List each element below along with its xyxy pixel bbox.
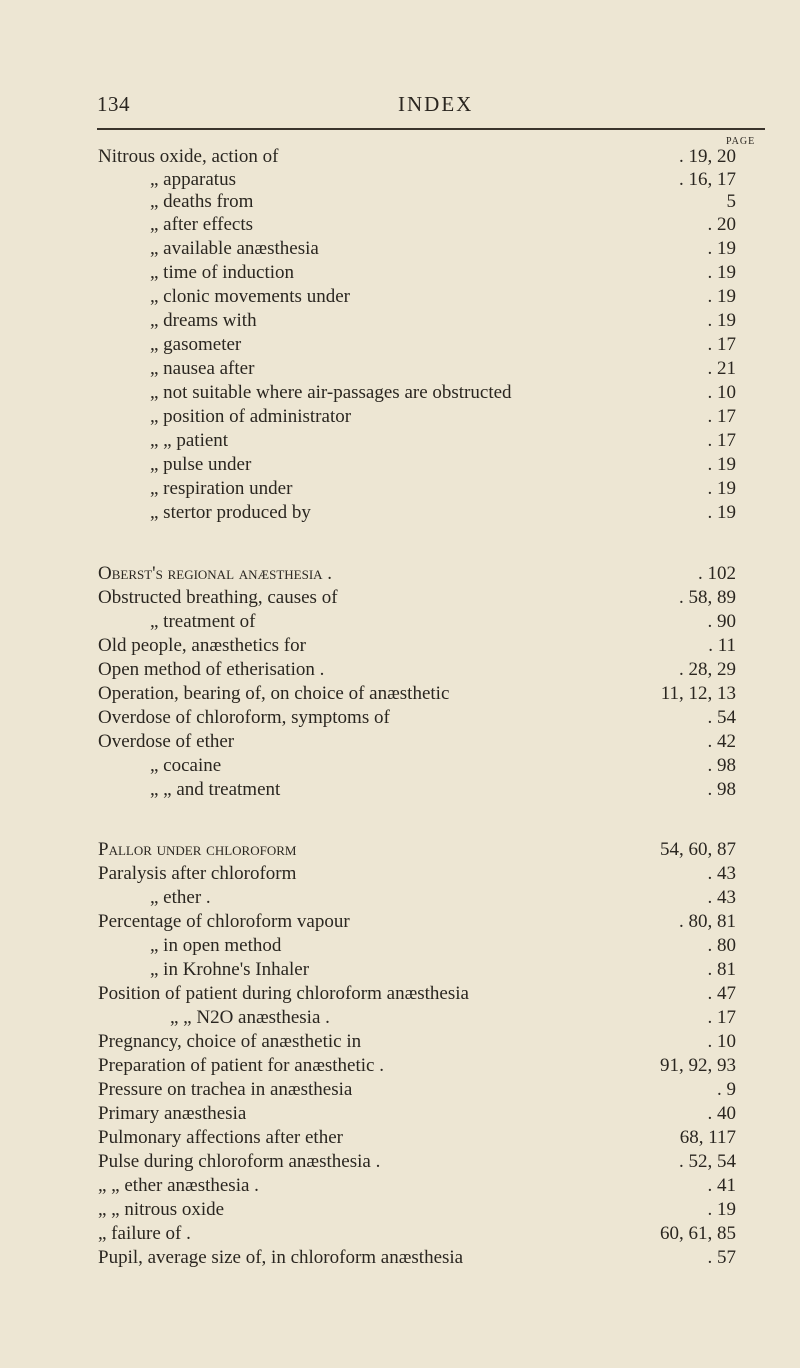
entry-text: „ treatment of bbox=[150, 611, 256, 632]
index-entry bbox=[0, 501, 800, 525]
index-entry bbox=[0, 658, 800, 682]
page-column-label: PAGE bbox=[726, 136, 756, 147]
entry-page-ref: . 16, 17 bbox=[679, 169, 736, 190]
entry-text: „ „ nitrous oxide bbox=[98, 1199, 225, 1220]
entry-page-ref: . 19 bbox=[707, 502, 736, 523]
index-entry bbox=[0, 1150, 800, 1174]
entry-page-ref: . 80, 81 bbox=[679, 911, 736, 932]
entry-text: Pupil, average size of, in chloroform anæsthesia bbox=[98, 1247, 464, 1268]
entry-text: „ time of induction bbox=[150, 262, 295, 283]
entry-page-ref: . 80 bbox=[707, 935, 736, 956]
index-entry bbox=[0, 285, 800, 309]
entry-page-ref: 91, 92, 93 bbox=[660, 1055, 736, 1076]
entry-page-ref: . 19 bbox=[707, 238, 736, 259]
entry-text: Open method of etherisation . bbox=[98, 659, 325, 680]
entry-text: Preparation of patient for anæsthetic . bbox=[98, 1055, 384, 1076]
entry-text: „ stertor produced by bbox=[150, 502, 311, 523]
index-entry bbox=[0, 730, 800, 754]
entry-page-ref: . 17 bbox=[707, 406, 736, 427]
index-entry bbox=[0, 237, 800, 261]
entry-text: Nitrous oxide, action of bbox=[98, 146, 279, 167]
entry-page-ref: . 20 bbox=[707, 214, 736, 235]
index-entry bbox=[0, 1222, 800, 1246]
entry-page-ref: . 58, 89 bbox=[679, 587, 736, 608]
index-entry bbox=[0, 168, 800, 192]
entry-text: „ „ and treatment bbox=[150, 779, 281, 800]
entry-page-ref: 54, 60, 87 bbox=[660, 839, 736, 860]
index-entry bbox=[0, 838, 800, 862]
index-entry bbox=[0, 453, 800, 477]
index-entry bbox=[0, 1174, 800, 1198]
entry-text: Pregnancy, choice of anæsthetic in bbox=[98, 1031, 362, 1052]
entry-text: Pallor under chloroform bbox=[98, 839, 297, 860]
entry-text: „ dreams with bbox=[150, 310, 257, 331]
entry-text: „ in open method bbox=[150, 935, 282, 956]
entry-text: „ apparatus bbox=[150, 169, 236, 190]
entry-page-ref: . 19 bbox=[707, 1199, 736, 1220]
entry-page-ref: . 19 bbox=[707, 286, 736, 307]
running-title: INDEX bbox=[398, 92, 474, 116]
index-entry bbox=[0, 309, 800, 333]
entry-text: Overdose of ether bbox=[98, 731, 235, 752]
entry-text: „ in Krohne's Inhaler bbox=[150, 959, 310, 980]
entry-page-ref: . 10 bbox=[707, 1031, 736, 1052]
index-entry bbox=[0, 381, 800, 405]
entry-text: „ „ ether anæsthesia . bbox=[98, 1175, 259, 1196]
entry-text: „ respiration under bbox=[150, 478, 293, 499]
entry-page-ref: . 52, 54 bbox=[679, 1151, 736, 1172]
index-entry bbox=[0, 1102, 800, 1126]
entry-text: Operation, bearing of, on choice of anæsthetic bbox=[98, 683, 450, 704]
entry-page-ref: . 42 bbox=[707, 731, 736, 752]
entry-text: Percentage of chloroform vapour bbox=[98, 911, 350, 932]
entry-text: „ available anæsthesia bbox=[150, 238, 319, 259]
entry-page-ref: . 17 bbox=[707, 430, 736, 451]
entry-page-ref: 5 bbox=[726, 191, 736, 212]
index-entry bbox=[0, 190, 800, 214]
entry-text: Old people, anæsthetics for bbox=[98, 635, 306, 656]
index-entry bbox=[0, 886, 800, 910]
entry-text: „ after effects bbox=[150, 214, 254, 235]
page-number: 134 bbox=[97, 92, 130, 116]
entry-text: „ failure of . bbox=[98, 1223, 191, 1244]
entry-text: „ ether . bbox=[150, 887, 211, 908]
entry-page-ref: . 28, 29 bbox=[679, 659, 736, 680]
index-entry bbox=[0, 754, 800, 778]
entry-text: „ deaths from bbox=[150, 191, 254, 212]
entry-text: „ cocaine bbox=[150, 755, 222, 776]
index-entry bbox=[0, 213, 800, 237]
index-entry bbox=[0, 610, 800, 634]
entry-page-ref: 11, 12, 13 bbox=[660, 683, 736, 704]
entry-page-ref: . 17 bbox=[707, 1007, 736, 1028]
entry-text: Pulmonary affections after ether bbox=[98, 1127, 343, 1148]
entry-page-ref: . 11 bbox=[708, 635, 736, 656]
entry-page-ref: . 19 bbox=[707, 478, 736, 499]
index-entry bbox=[0, 1078, 800, 1102]
entry-text: „ gasometer bbox=[150, 334, 242, 355]
entry-page-ref: . 19 bbox=[707, 310, 736, 331]
entry-page-ref: . 81 bbox=[707, 959, 736, 980]
entry-page-ref: . 47 bbox=[707, 983, 736, 1004]
entry-page-ref: . 90 bbox=[707, 611, 736, 632]
entry-page-ref: . 17 bbox=[707, 334, 736, 355]
index-entry bbox=[0, 477, 800, 501]
index-entry bbox=[0, 1054, 800, 1078]
entry-page-ref: . 9 bbox=[717, 1079, 736, 1100]
entry-text: Pulse during chloroform anæsthesia . bbox=[98, 1151, 381, 1172]
index-entry bbox=[0, 1246, 800, 1270]
index-entry bbox=[0, 586, 800, 610]
index-entry bbox=[0, 333, 800, 357]
entry-text: „ clonic movements under bbox=[150, 286, 350, 307]
entry-text: „ position of administrator bbox=[150, 406, 352, 427]
entry-text: Pressure on trachea in anæsthesia bbox=[98, 1079, 353, 1100]
entry-text: Obstructed breathing, causes of bbox=[98, 587, 338, 608]
entry-page-ref: . 43 bbox=[707, 863, 736, 884]
index-entry bbox=[0, 706, 800, 730]
page-header bbox=[0, 92, 800, 122]
index-entry bbox=[0, 682, 800, 706]
index-entry bbox=[0, 958, 800, 982]
entry-text: Overdose of chloroform, symptoms of bbox=[98, 707, 390, 728]
index-entry bbox=[0, 1198, 800, 1222]
index-entry bbox=[0, 357, 800, 381]
index-entry bbox=[0, 778, 800, 802]
entry-page-ref: . 40 bbox=[707, 1103, 736, 1124]
entry-page-ref: . 98 bbox=[707, 779, 736, 800]
index-entry bbox=[0, 1006, 800, 1030]
entry-text: „ nausea after bbox=[150, 358, 255, 379]
entry-page-ref: . 10 bbox=[707, 382, 736, 403]
index-entry bbox=[0, 261, 800, 285]
entry-page-ref: 68, 117 bbox=[679, 1127, 736, 1148]
index-entry bbox=[0, 429, 800, 453]
index-entry bbox=[0, 145, 800, 169]
entry-page-ref: 60, 61, 85 bbox=[660, 1223, 736, 1244]
entry-page-ref: . 19 bbox=[707, 454, 736, 475]
entry-page-ref: . 21 bbox=[707, 358, 736, 379]
index-entry bbox=[0, 562, 800, 586]
entry-text: „ „ patient bbox=[150, 430, 229, 451]
index-entry bbox=[0, 405, 800, 429]
entry-page-ref: . 57 bbox=[707, 1247, 736, 1268]
entry-text: „ pulse under bbox=[150, 454, 252, 475]
index-entry bbox=[0, 862, 800, 886]
index-entry bbox=[0, 634, 800, 658]
index-entry bbox=[0, 1126, 800, 1150]
entry-text: Primary anæsthesia bbox=[98, 1103, 247, 1124]
entry-page-ref: . 102 bbox=[698, 563, 736, 584]
entry-page-ref: . 43 bbox=[707, 887, 736, 908]
entry-page-ref: . 54 bbox=[707, 707, 736, 728]
entry-page-ref: . 98 bbox=[707, 755, 736, 776]
index-entry bbox=[0, 910, 800, 934]
entry-text: Oberst's regional anæsthesia . bbox=[98, 563, 333, 584]
entry-page-ref: . 41 bbox=[707, 1175, 736, 1196]
entry-text: Position of patient during chloroform anæsthesia bbox=[98, 983, 469, 1004]
index-entry bbox=[0, 1030, 800, 1054]
header-rule bbox=[97, 128, 765, 130]
entry-text: „ not suitable where air-passages are obstructed bbox=[150, 382, 512, 403]
entry-text: Paralysis after chloroform bbox=[98, 863, 297, 884]
entry-page-ref: . 19, 20 bbox=[679, 146, 736, 167]
index-entry bbox=[0, 934, 800, 958]
entry-page-ref: . 19 bbox=[707, 262, 736, 283]
index-entry bbox=[0, 982, 800, 1006]
entry-text: „ „ N2O anæsthesia . bbox=[170, 1007, 330, 1028]
